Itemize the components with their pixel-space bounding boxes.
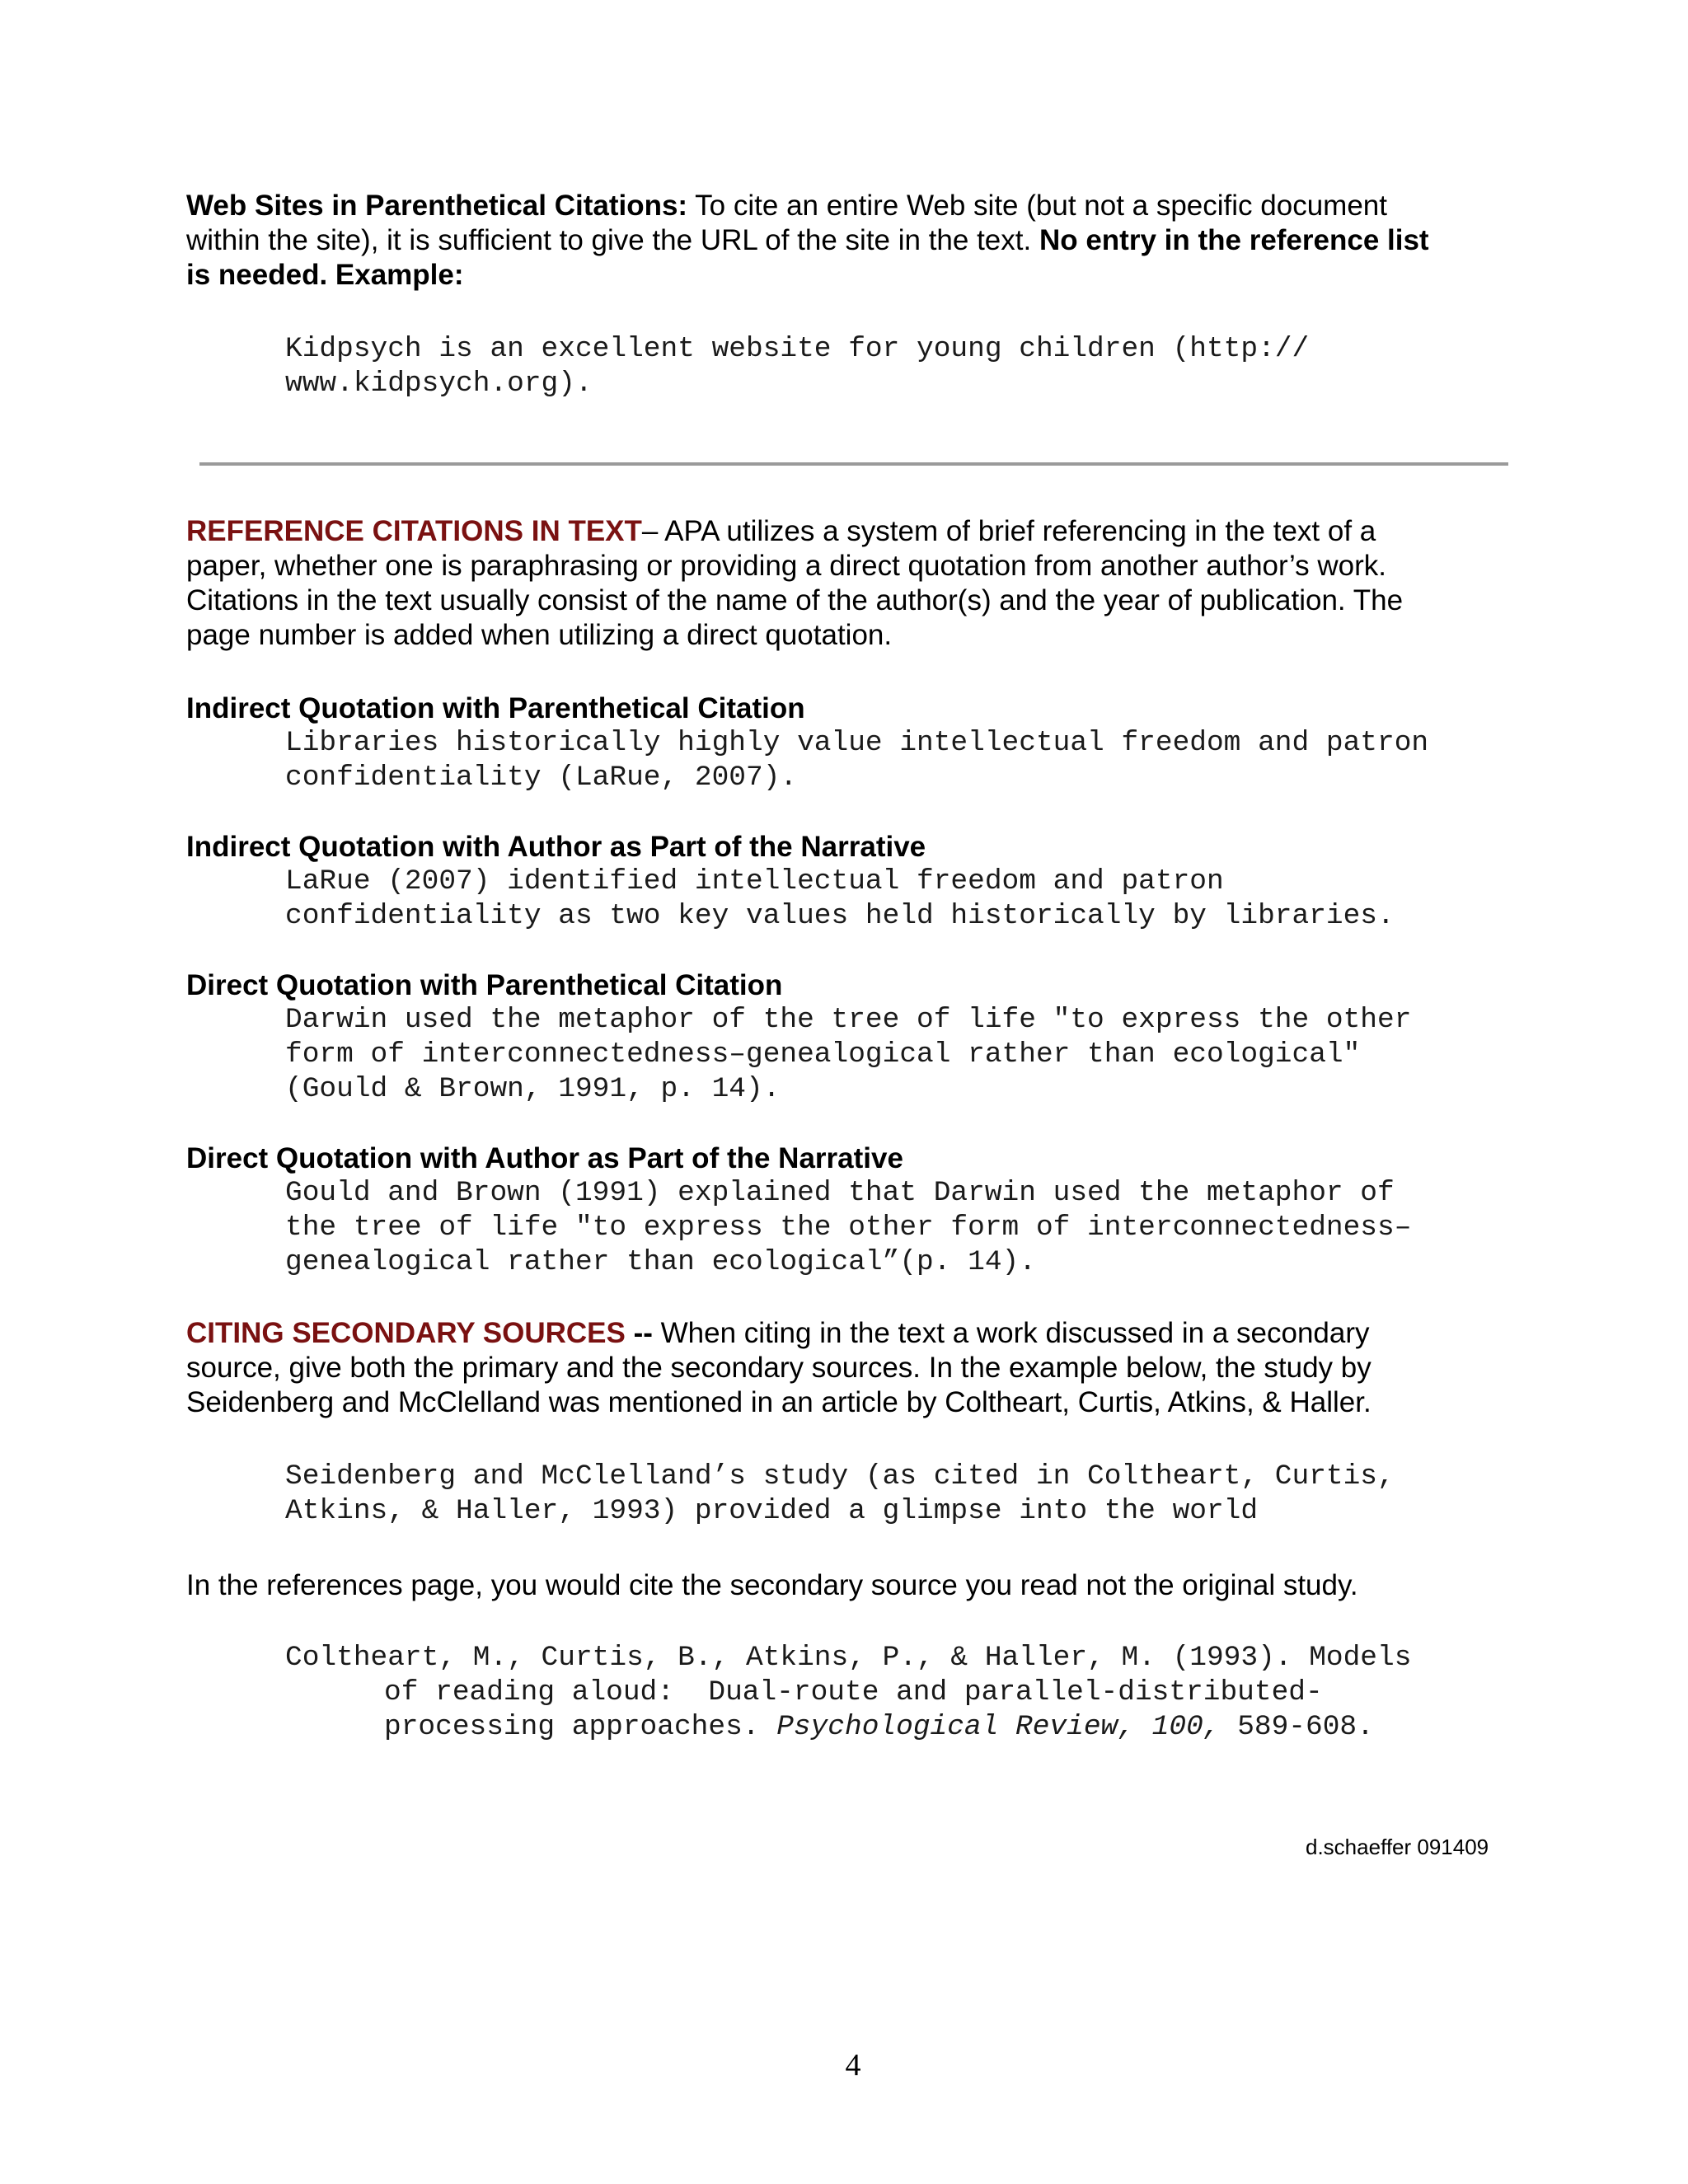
example-text-line: Gould and Brown (1991) explained that Darwin used the metaphor of bbox=[285, 1177, 1395, 1209]
web-sites-example-line-2: www.kidpsych.org). bbox=[285, 368, 593, 400]
web-sites-example-line-1: Kidpsych is an excellent website for young children (http:// bbox=[285, 333, 1310, 365]
reference-citations-line-4: page number is added when utilizing a direct quotation. bbox=[186, 619, 893, 651]
secondary-sources-line-3: Seidenberg and McClelland was mentioned in an article by Coltheart, Curtis, Atkins, & Haller. bbox=[186, 1386, 1372, 1418]
reference-citations-line-3: Citations in the text usually consist of the name of the author(s) and the year of publication. The bbox=[186, 584, 1404, 616]
author-note: d.schaeffer 091409 bbox=[1306, 1835, 1489, 1859]
reference-entry-line-1: Coltheart, M., Curtis, B., Atkins, P., & Haller, M. (1993). Models bbox=[285, 1642, 1412, 1674]
secondary-sources-heading: CITING SECONDARY SOURCES bbox=[186, 1317, 626, 1349]
reference-entry-line-2: of reading aloud: Dual-route and parallel-distributed- bbox=[384, 1676, 1323, 1708]
example-text-line: form of interconnectedness–genealogical rather than ecological" bbox=[285, 1038, 1361, 1071]
reference-entry-pages: 589-608. bbox=[1220, 1711, 1374, 1743]
reference-entry-line-3 bbox=[384, 1710, 1374, 1745]
example-text-line: genealogical rather than ecological”(p. 14). bbox=[285, 1246, 1036, 1278]
reference-entry-journal: Psychological Review, 100, bbox=[776, 1711, 1221, 1743]
example-text-line: LaRue (2007) identified intellectual freedom and patron bbox=[285, 865, 1224, 898]
secondary-sources-line-1 bbox=[186, 1316, 1370, 1351]
web-sites-line-2 bbox=[186, 223, 1429, 258]
web-sites-line-1 bbox=[186, 189, 1387, 223]
example-text-line: confidentiality as two key values held historically by libraries. bbox=[285, 900, 1395, 932]
example-text-line: Darwin used the metaphor of the tree of life "to express the other bbox=[285, 1004, 1412, 1036]
web-sites-label: Web Sites in Parenthetical Citations: bbox=[186, 190, 688, 222]
example-heading-direct-narrative: Direct Quotation with Author as Part of the Narrative bbox=[186, 1142, 903, 1174]
section-divider bbox=[199, 462, 1508, 466]
example-heading-indirect-parenthetical: Indirect Quotation with Parenthetical Citation bbox=[186, 692, 805, 724]
secondary-sources-dash: -- bbox=[625, 1317, 653, 1349]
references-page-note: In the references page, you would cite the secondary source you read not the original study. bbox=[186, 1569, 1358, 1601]
web-sites-text-1: To cite an entire Web site (but not a specific document bbox=[687, 190, 1387, 222]
secondary-sources-line-2: source, give both the primary and the secondary sources. In the example below, the study by bbox=[186, 1352, 1372, 1384]
reference-entry-title-end: processing approaches. bbox=[384, 1711, 777, 1743]
example-text-line: (Gould & Brown, 1991, p. 14). bbox=[285, 1073, 781, 1105]
reference-citations-line-2: paper, whether one is paraphrasing or providing a direct quotation from another author’s work. bbox=[186, 550, 1386, 582]
example-heading-indirect-narrative: Indirect Quotation with Author as Part of the Narrative bbox=[186, 831, 926, 863]
web-sites-text-2: within the site), it is sufficient to give the URL of the site in the text. bbox=[186, 224, 1039, 256]
example-text-line: the tree of life "to express the other form of interconnectedness– bbox=[285, 1212, 1412, 1244]
reference-citations-text-1: – APA utilizes a system of brief referencing in the text of a bbox=[641, 515, 1376, 547]
example-text-line: Libraries historically highly value intellectual freedom and patron bbox=[285, 727, 1429, 759]
web-sites-line-3: is needed. Example: bbox=[186, 259, 464, 291]
reference-citations-heading: REFERENCE CITATIONS IN TEXT bbox=[186, 515, 642, 547]
example-heading-direct-parenthetical: Direct Quotation with Parenthetical Citation bbox=[186, 969, 783, 1001]
secondary-example-line-1: Seidenberg and McClelland’s study (as cited in Coltheart, Curtis, bbox=[285, 1460, 1395, 1493]
secondary-example-line-2: Atkins, & Haller, 1993) provided a glimpse into the world bbox=[285, 1495, 1259, 1527]
example-text-line: confidentiality (LaRue, 2007). bbox=[285, 762, 798, 794]
page-number: 4 bbox=[845, 2048, 861, 2083]
reference-citations-line-1 bbox=[186, 514, 1376, 549]
secondary-sources-text-1: When citing in the text a work discussed in a secondary bbox=[652, 1317, 1370, 1349]
web-sites-no-entry: No entry in the reference list bbox=[1039, 224, 1429, 256]
